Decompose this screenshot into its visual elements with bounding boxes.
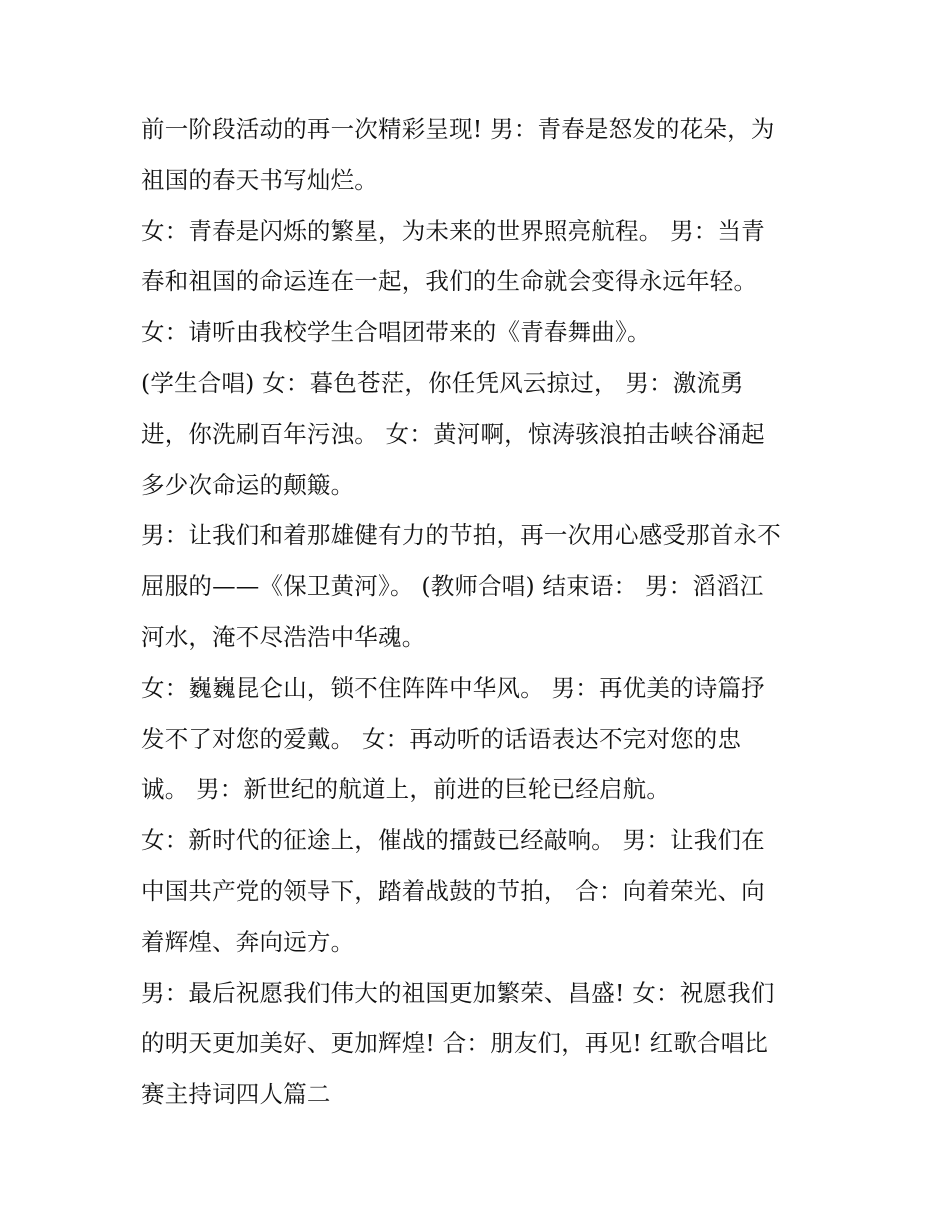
text-line: 的明天更加美好、更加辉煌! 合：朋友们，再见! 红歌合唱比 [141,1029,769,1058]
text-line: 男：让我们和着那雄健有力的节拍，再一次用心感受那首永不 [141,521,781,550]
text-line: 春和祖国的命运连在一起，我们的生命就会变得永远年轻。 [141,267,758,296]
text-line: 女：巍巍昆仑山，锁不住阵阵中华风。 男：再优美的诗篇抒 [141,673,765,702]
text-line: 着辉煌、奔向远方。 [141,927,355,956]
text-line: 前一阶段活动的再一次精彩呈现! 男：青春是怒发的花朵，为 [141,115,775,143]
text-line: (学生合唱) 女：暮色苍茫，你任凭风云掠过， 男：激流勇 [141,368,744,397]
text-line: 女：新时代的征途上，催战的擂鼓已经敲响。 男：让我们在 [141,826,765,855]
text-line: 河水，淹不尽浩浩中华魂。 [141,622,426,651]
text-line: 祖国的春天书写灿烂。 [141,165,378,194]
text-line: 赛主持词四人篇二 [141,1080,331,1109]
text-line: 男：最后祝愿我们伟大的祖国更加繁荣、昌盛! 女：祝愿我们 [141,978,775,1007]
text-line: 进，你洗刷百年污浊。 女：黄河啊，惊涛骇浪拍击峡谷涌起 [141,419,765,448]
body-text [141,104,821,1120]
text-line: 屈服的——《保卫黄河》。 (教师合唱) 结束语： 男：滔滔江 [141,572,764,601]
text-line: 多少次命运的颠簸。 [141,470,355,499]
text-line: 诚。 男：新世纪的航道上，前进的巨轮已经启航。 [141,775,671,804]
text-line: 女：青春是闪烁的繁星，为未来的世界照亮航程。 男：当青 [141,216,765,245]
text-line: 女：请听由我校学生合唱团带来的《青春舞曲》。 [141,318,651,347]
text-line: 发不了对您的爱戴。 女：再动听的话语表达不完对您的忠 [141,724,742,753]
text-line: 中国共产党的领导下，踏着战鼓的节拍， 合：向着荣光、向 [141,876,765,905]
